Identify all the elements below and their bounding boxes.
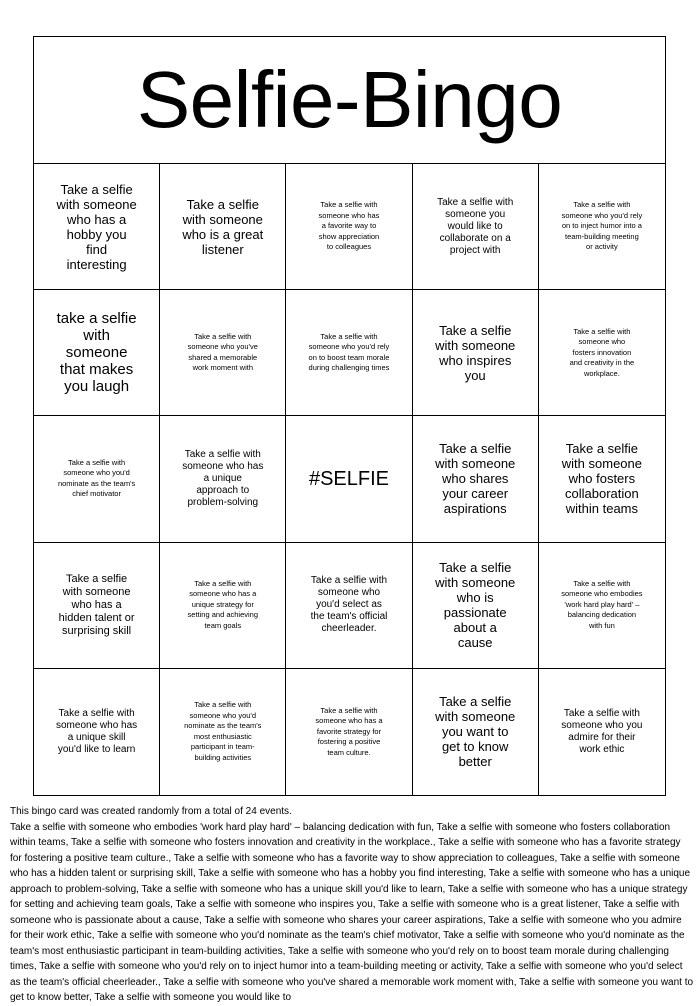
bingo-cell-text: Take a selfie with someone who is passionate about a cause <box>435 560 516 651</box>
bingo-cell-text: Take a selfie with someone who shares your career aspirations <box>435 441 516 517</box>
bingo-cell <box>539 290 665 416</box>
bingo-cell-text: Take a selfie with someone who has a unique approach to problem-solving <box>182 448 264 508</box>
bingo-cell <box>286 164 412 290</box>
bingo-cell-text: Take a selfie with someone who has a unique strategy for setting and achieving team goals <box>187 578 259 630</box>
bingo-cell <box>160 290 286 416</box>
footer-notes <box>10 804 694 1006</box>
bingo-grid <box>34 164 665 795</box>
bingo-cell-text: Take a selfie with someone who embodies 'work hard play hard' – balancing dedication with fun <box>561 578 643 630</box>
footer-event-list: Take a selfie with someone who embodies 'work hard play hard' – balancing dedication with fun, Take a selfie with someone who fosters collaboration within teams, Take a selfie with someone who fosters innovation and creativity in the workplace., Take a selfie with someone who has a favorite strategy for fostering a positive team culture., Take a selfie with someone who has a favorite way to show appreciation to colleagues, Take a selfie with someone who has a hidden talent or surprising skill, Take a selfie with someone who has a hobby you find interesting, Take a selfie with someone who has a unique approach to problem-solving, Take a selfie with someone who has a unique skill you'd like to learn, Take a selfie with someone who has a unique strategy for setting and achieving team goals, Take a selfie with someone who inspires you, Take a selfie with someone who is a great listener, Take a selfie with someone who is passionate about a cause, Take a selfie with someone who shares your career aspirations, Take a selfie with someone who you admire for their work ethic, Take a selfie with someone who you'd nominate as the team's chief motivator, Take a selfie with someone who you'd nominate as the team's most enthusiastic participant in team-building activities, Take a selfie with someone who you'd rely on to boost team morale during challenging times, Take a selfie with someone who you'd rely on to inject humor into a team-building meeting or activity, Take a selfie with someone who you'd select as the team's official cheerleader., Take a selfie with someone who you've shared a memorable work moment with, Take a selfie with someone you want to get to know better, Take a selfie with someone you would like to <box>10 821 694 1003</box>
bingo-cell <box>539 669 665 795</box>
bingo-cell-text: Take a selfie with someone who has a unique skill you'd like to learn <box>56 707 138 755</box>
bingo-cell <box>160 416 286 542</box>
bingo-cell <box>539 416 665 542</box>
bingo-cell-text: Take a selfie with someone who you've shared a memorable work moment with <box>187 331 258 373</box>
bingo-card <box>33 36 666 796</box>
bingo-cell <box>34 543 160 669</box>
bingo-cell-text: Take a selfie with someone who you'd nominate as the team's chief motivator <box>57 457 136 499</box>
bingo-cell-text: Take a selfie with someone you would like to collaborate on a project with <box>437 196 514 256</box>
bingo-cell-text: Take a selfie with someone who you'd select as the team's official cheerleader. <box>310 575 388 635</box>
bingo-cell <box>539 164 665 290</box>
title-cell <box>34 37 665 164</box>
page-title: Selfie-Bingo <box>136 55 563 144</box>
bingo-cell <box>160 669 286 795</box>
footer-intro: This bingo card was created randomly from a total of 24 events. <box>10 806 292 817</box>
bingo-cell-text: Take a selfie with someone who you'd nominate as the team's most enthusiastic participant in team-building activities <box>184 700 262 762</box>
bingo-cell <box>413 290 539 416</box>
bingo-cell-text: Take a selfie with someone who you'd rely on to boost team morale during challenging times <box>308 331 390 373</box>
bingo-cell-text: Take a selfie with someone who you'd rely on to inject humor into a team-building meeting or activity <box>561 200 643 252</box>
free-space-text: #SELFIE <box>308 467 390 490</box>
bingo-cell <box>413 164 539 290</box>
bingo-cell <box>539 543 665 669</box>
bingo-cell-text: take a selfie with someone that makes you laugh <box>56 310 137 396</box>
bingo-cell <box>34 290 160 416</box>
bingo-cell-text: Take a selfie with someone who has a favorite way to show appreciation to colleagues <box>318 200 380 252</box>
free-space-cell <box>286 416 412 542</box>
bingo-cell-text: Take a selfie with someone who fosters innovation and creativity in the workplace. <box>569 326 635 378</box>
bingo-cell <box>286 290 412 416</box>
bingo-cell <box>34 669 160 795</box>
bingo-cell-text: Take a selfie with someone who has a favorite strategy for fostering a positive team culture. <box>315 705 383 757</box>
bingo-cell <box>34 416 160 542</box>
bingo-cell-text: Take a selfie with someone who inspires you <box>435 322 516 383</box>
bingo-cell <box>286 669 412 795</box>
bingo-cell <box>160 164 286 290</box>
bingo-cell <box>286 543 412 669</box>
bingo-cell <box>413 669 539 795</box>
bingo-cell-text: Take a selfie with someone who fosters collaboration within teams <box>561 441 642 517</box>
bingo-cell <box>160 543 286 669</box>
bingo-cell-text: Take a selfie with someone who has a hidden talent or surprising skill <box>58 572 135 637</box>
bingo-cell-text: Take a selfie with someone who you admire for their work ethic <box>561 707 643 755</box>
bingo-cell <box>34 164 160 290</box>
bingo-cell-text: Take a selfie with someone who has a hobby you find interesting <box>56 181 137 272</box>
bingo-cell-text: Take a selfie with someone you want to get to know better <box>435 694 516 770</box>
bingo-cell <box>413 416 539 542</box>
bingo-cell-text: Take a selfie with someone who is a great listener <box>182 196 264 257</box>
bingo-cell <box>413 543 539 669</box>
